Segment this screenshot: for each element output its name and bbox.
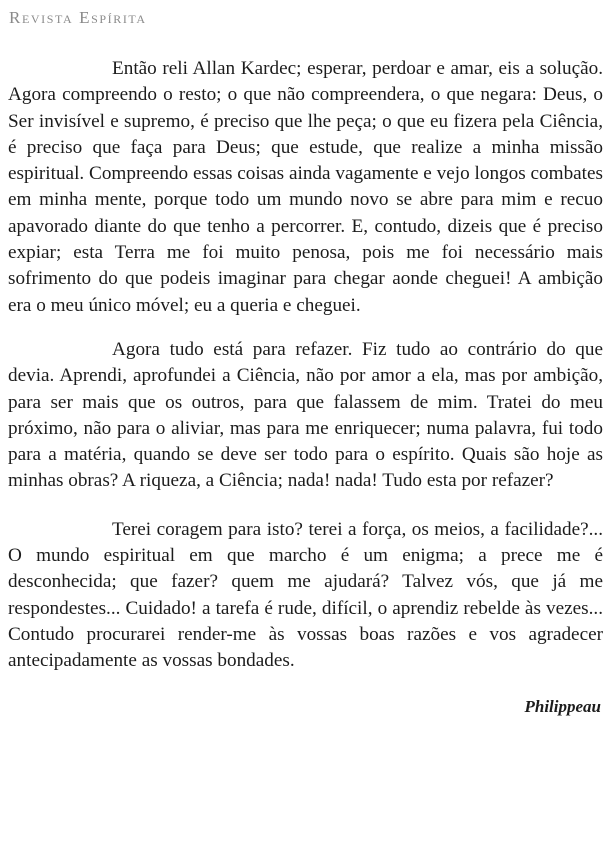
body-text bbox=[8, 56, 603, 675]
running-head: Revista Espírita bbox=[9, 8, 147, 27]
paragraph-2: Agora tudo está para refazer. Fiz tudo ao contrário do que devia. Aprendi, aprofundei a Ciência, não por amor a ela, mas por ambição, para ser mais que os outros, para que falassem de mim. Tratei do meu próximo, não para o aliviar, mas para me enriquecer; numa palavra, fui todo para a matéria, quando se deve ser todo para o espírito. Quais são hoje as minhas obras? A riqueza, a Ciência; nada! nada! Tudo esta por refazer? bbox=[8, 338, 603, 492]
signature: Philippeau bbox=[524, 696, 601, 716]
paragraph-3: Terei coragem para isto? terei a força, os meios, a facilidade?... O mundo espiritual em que marcho é um enigma; a prece me é desconhecida; que fazer? quem me ajudará? Talvez vós, que já me respondestes... Cuidado! a tarefa é rude, difícil, o aprendiz rebelde às vezes... Contudo procurarei render-me às vossas boas razões e vos agradecer antecipadamente as vossas bondades. bbox=[8, 518, 603, 672]
paragraph-1: Então reli Allan Kardec; esperar, perdoar e amar, eis a solução. Agora compreendo o resto; o que não compreendera, o que negara: Deus, o Ser invisível e supremo, é preciso que lhe peça; o que eu fizera pela Ciência, é preciso que faça para Deus; que estude, que realize a minha missão espiritual. Compreendo essas coisas ainda vagamente e vejo longos combates em minha mente, porque todo um mundo novo se abre para mim e recuo apavorado diante do que tenho a percorrer. E, contudo, dizeis que é preciso expiar; esta Terra me foi muito penosa, pois me foi necessário mais sofrimento do que podeis imaginar para chegar aonde cheguei! A ambição era o meu único móvel; eu a queria e cheguei. bbox=[8, 58, 603, 316]
